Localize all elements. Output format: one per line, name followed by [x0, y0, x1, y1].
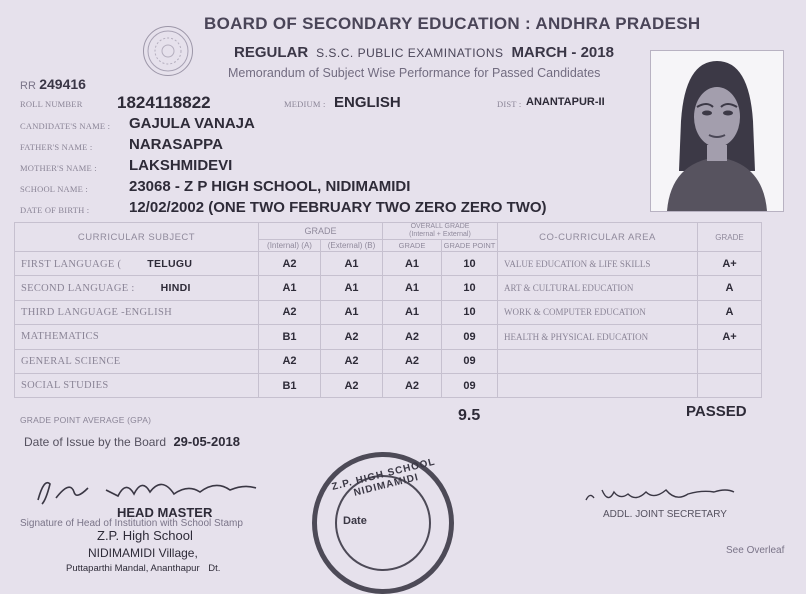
- overall-grade-cell: A1: [383, 300, 442, 324]
- header-overall: [383, 223, 498, 240]
- subject-language: HINDI: [160, 282, 191, 295]
- header-overall-title: OVERALL GRADE: [410, 223, 470, 230]
- stamp-line-3b: Dt.: [208, 563, 221, 574]
- table-row: [15, 300, 762, 324]
- grade-point-cell: 10: [442, 300, 498, 324]
- grade-point-cell: 10: [442, 276, 498, 300]
- overall-grade-cell: A1: [383, 276, 442, 300]
- subject-name: SOCIAL STUDIES: [21, 380, 109, 392]
- subject-name: THIRD LANGUAGE -ENGLISH: [21, 306, 172, 318]
- rr-number: [20, 76, 86, 92]
- school-value: 23068 - Z P HIGH SCHOOL, NIDIMAMIDI: [129, 178, 411, 195]
- seal-date: Date: [343, 515, 367, 527]
- co-area-cell: [498, 349, 698, 373]
- internal-grade-cell: A2: [259, 252, 321, 276]
- candidate-photo: [650, 50, 784, 212]
- subject-name: GENERAL SCIENCE: [21, 355, 121, 367]
- gpa-label: GRADE POINT AVERAGE (GPA): [20, 415, 152, 425]
- header-cograde: GRADE: [698, 223, 762, 252]
- co-area-cell: HEALTH & PHYSICAL EDUCATION: [498, 325, 698, 349]
- issue-label: Date of Issue by the Board: [24, 435, 167, 449]
- table-row: [15, 252, 762, 276]
- headmaster-caption: Signature of Head of Institution with School Stamp: [20, 518, 243, 529]
- co-area-cell: ART & CULTURAL EDUCATION: [498, 276, 698, 300]
- secretary-title: ADDL. JOINT SECRETARY: [603, 509, 727, 520]
- marks-table: [14, 222, 762, 398]
- grade-point-cell: 09: [442, 373, 498, 397]
- internal-grade-cell: A2: [259, 349, 321, 373]
- subject-cell: [15, 373, 259, 397]
- seal-text: Z.P. HIGH SCHOOL NIDIMAMIDI: [330, 456, 437, 499]
- grade-point-cell: 10: [442, 252, 498, 276]
- father-value: NARASAPPA: [129, 136, 223, 153]
- issue-value: 29-05-2018: [173, 434, 240, 449]
- exam-title: [234, 44, 614, 61]
- overall-grade-cell: A2: [383, 349, 442, 373]
- external-grade-cell: A1: [321, 300, 383, 324]
- header-grade: GRADE: [259, 223, 383, 240]
- external-grade-cell: A1: [321, 252, 383, 276]
- dob-value: 12/02/2002 (ONE TWO FEBRUARY TWO ZERO ZERO TWO): [129, 199, 547, 216]
- board-title: BOARD OF SECONDARY EDUCATION : ANDHRA PRADESH: [204, 14, 701, 33]
- rr-label: RR: [20, 80, 36, 92]
- internal-grade-cell: B1: [259, 325, 321, 349]
- dob-label: DATE OF BIRTH :: [20, 205, 90, 215]
- exam-regular: REGULAR: [234, 44, 309, 61]
- subject-language: TELUGU: [147, 257, 193, 270]
- co-area-cell: [498, 373, 698, 397]
- header-overall-sub: (Internal + External): [409, 231, 471, 238]
- subject-cell: [15, 325, 259, 349]
- result-status: PASSED: [686, 403, 747, 420]
- co-grade-cell: A+: [698, 325, 762, 349]
- subject-cell: [15, 349, 259, 373]
- board-emblem-icon: [143, 26, 193, 76]
- stamp-line-1: Z.P. High School: [97, 528, 193, 543]
- headmaster-title: HEAD MASTER: [117, 505, 213, 520]
- mother-value: LAKSHMIDEVI: [129, 157, 233, 174]
- stamp-line-3a: Puttaparthi Mandal, Ananthapur: [66, 563, 200, 574]
- subject-name: MATHEMATICS: [21, 331, 99, 343]
- roll-value: 1824118822: [117, 93, 211, 112]
- gpa-value: 9.5: [458, 407, 481, 424]
- school-label: SCHOOL NAME :: [20, 184, 88, 194]
- see-overleaf: See Overleaf: [726, 545, 785, 556]
- header-co: CO-CURRICULAR AREA: [498, 223, 698, 252]
- overall-grade-cell: A2: [383, 325, 442, 349]
- grade-point-cell: 09: [442, 349, 498, 373]
- co-grade-cell: A: [698, 300, 762, 324]
- dist-value: ANANTAPUR-II: [526, 96, 605, 108]
- grade-point-cell: 09: [442, 325, 498, 349]
- table-row: [15, 373, 762, 397]
- table-row: [15, 276, 762, 300]
- header-subject: CURRICULAR SUBJECT: [15, 223, 259, 252]
- header-internal: (Internal) (A): [259, 240, 321, 252]
- name-value: GAJULA VANAJA: [129, 115, 255, 132]
- table-row: [15, 325, 762, 349]
- subject-name: FIRST LANGUAGE (: [21, 258, 122, 270]
- external-grade-cell: A1: [321, 276, 383, 300]
- internal-grade-cell: A1: [259, 276, 321, 300]
- exam-session: MARCH - 2018: [511, 44, 614, 61]
- subject-cell: [15, 252, 259, 276]
- school-seal: [312, 452, 454, 594]
- overall-grade-cell: A2: [383, 373, 442, 397]
- father-label: FATHER'S NAME :: [20, 142, 93, 152]
- co-area-cell: WORK & COMPUTER EDUCATION: [498, 300, 698, 324]
- name-label: CANDIDATE'S NAME :: [20, 121, 111, 131]
- roll-label: ROLL NUMBER: [20, 99, 83, 109]
- medium-label: MEDIUM :: [284, 99, 326, 109]
- co-grade-cell: [698, 373, 762, 397]
- mother-label: MOTHER'S NAME :: [20, 163, 97, 173]
- medium-value: ENGLISH: [334, 94, 401, 111]
- co-grade-cell: [698, 349, 762, 373]
- external-grade-cell: A2: [321, 349, 383, 373]
- external-grade-cell: A2: [321, 325, 383, 349]
- dist-label: DIST :: [497, 99, 522, 109]
- secretary-signature-icon: [580, 482, 740, 508]
- subject-cell: [15, 300, 259, 324]
- exam-name: S.S.C. PUBLIC EXAMINATIONS: [316, 46, 504, 60]
- memo-title: Memorandum of Subject Wise Performance for Passed Candidates: [228, 66, 601, 80]
- co-area-cell: VALUE EDUCATION & LIFE SKILLS: [498, 252, 698, 276]
- table-row: [15, 349, 762, 373]
- header-gpoint: GRADE POINT: [442, 240, 498, 252]
- external-grade-cell: A2: [321, 373, 383, 397]
- co-grade-cell: A: [698, 276, 762, 300]
- overall-grade-cell: A1: [383, 252, 442, 276]
- subject-name: SECOND LANGUAGE :: [21, 283, 135, 295]
- co-grade-cell: A+: [698, 252, 762, 276]
- header-external: (External) (B): [321, 240, 383, 252]
- rr-value: 249416: [39, 76, 86, 92]
- stamp-line-2: NIDIMAMIDI Village,: [88, 546, 198, 560]
- internal-grade-cell: B1: [259, 373, 321, 397]
- issue-date: [24, 434, 240, 449]
- stamp-line-3: [66, 563, 220, 574]
- subject-cell: [15, 276, 259, 300]
- internal-grade-cell: A2: [259, 300, 321, 324]
- header-ograde: GRADE: [383, 240, 442, 252]
